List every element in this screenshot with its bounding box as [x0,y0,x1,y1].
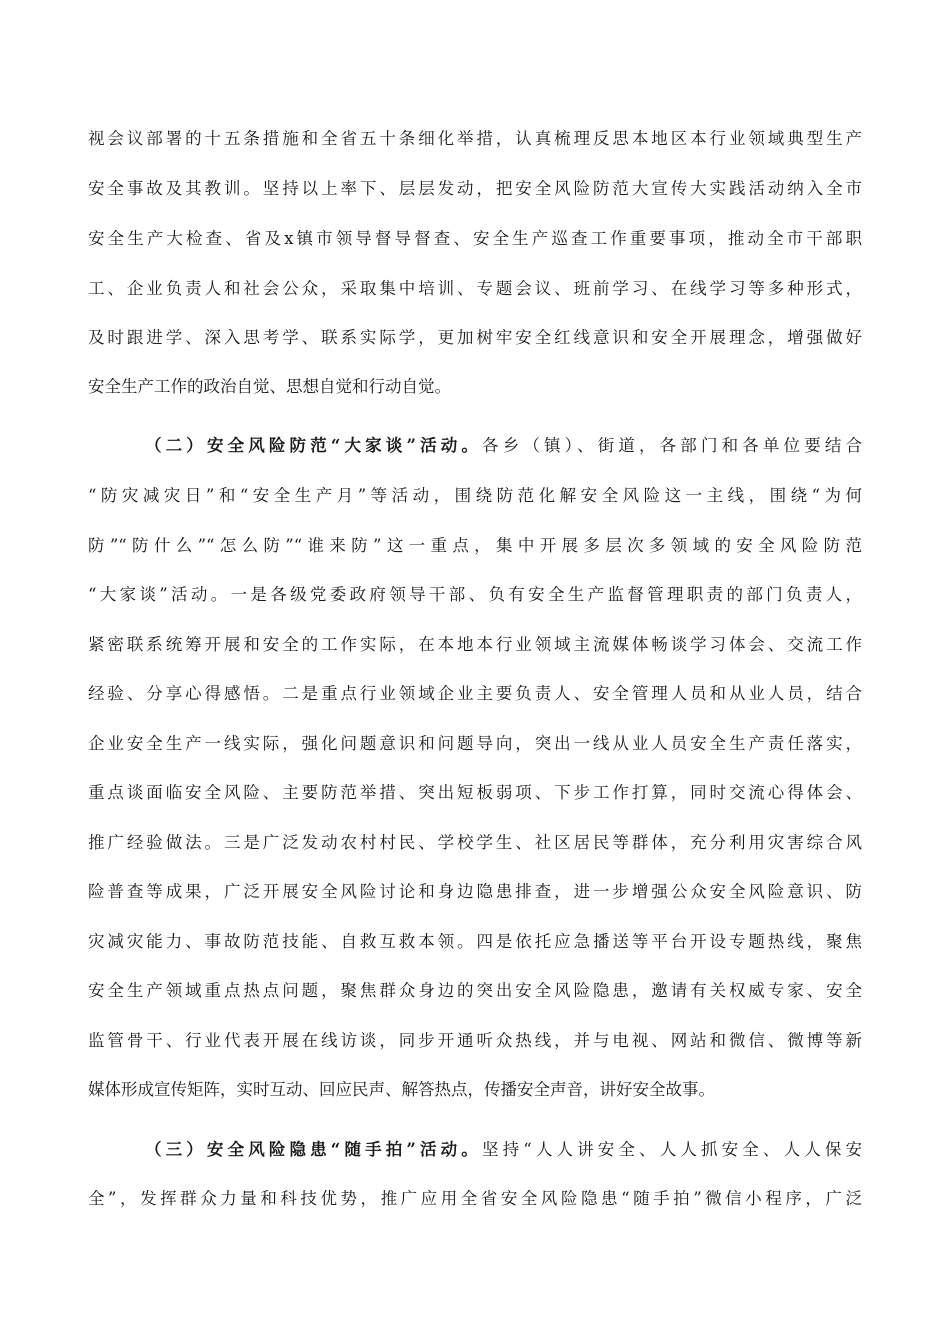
paragraph2-heading: （二）安全风险防范“大家谈”活动。 [145,436,483,455]
paragraph2-first-line [145,433,862,459]
paragraph2-line-5: 紧密联系统筹开展和安全的工作实际，在本地本行业领域主流媒体畅谈学习体会、交流工作 [88,635,862,654]
paragraph2-line-8: 重点谈面临安全风险、主要防范举措、突出短板弱项、下步工作打算，同时交流心得体会、 [88,783,862,802]
paragraph3-first-line [145,1137,862,1163]
paragraph1-line-6: 安全生产工作的政治自觉、思想自觉和行动自觉。 [88,377,451,396]
paragraph1-line-5: 及时跟进学、深入思考学、联系实际学，更加树牢安全红线意识和安全开展理念，增强做好 [88,328,862,347]
paragraph3-first-line-text: 坚持“人人讲安全、人人抓安全、人人保安 [481,1140,863,1159]
paragraph1-line-2: 安全事故及其教训。坚持以上率下、层层发动，把安全风险防范大宣传大实践活动纳入全市 [88,179,862,198]
paragraph2-first-line-text: 各乡（镇）、街道，各部门和各单位要结合 [482,436,863,455]
paragraph1-line-4: 工、企业负责人和社会公众，采取集中培训、专题会议、班前学习、在线学习等多种形式， [88,279,862,298]
paragraph2-line-14: 媒体形成宣传矩阵，实时互动、回应民声、解答热点，传播安全声音，讲好安全故事。 [88,1080,715,1099]
paragraph1-line-3: 安全生产大检查、省及x镇市领导督导督查、安全生产巡查工作重要事项，推动全市干部职 [88,229,862,248]
paragraph2-line-11: 灾减灾能力、事故防范技能、自救互救本领。四是依托应急播送等平台开设专题热线，聚焦 [88,932,862,951]
paragraph2-line-6: 经验、分享心得感悟。二是重点行业领域企业主要负责人、安全管理人员和从业人员，结合 [88,684,862,703]
paragraph2-line-2: “防灾减灾日”和“安全生产月”等活动，围绕防范化解安全风险这一主线，围绕“为何 [88,486,862,505]
paragraph2-line-12: 安全生产领域重点热点问题，聚焦群众身边的突出安全风险隐患，邀请有关权威专家、安全 [88,981,862,1000]
paragraph2-line-7: 企业安全生产一线实际，强化问题意识和问题导向，突出一线从业人员安全生产责任落实， [88,734,862,753]
paragraph2-line-9: 推广经验做法。三是广泛发动农村村民、学校学生、社区居民等群体，充分利用灾害综合风 [88,833,862,852]
paragraph2-line-10: 险普查等成果，广泛开展安全风险讨论和身边隐患排查，进一步增强公众安全风险意识、防 [88,882,862,901]
paragraph2-line-3: 防”“防什么”“怎么防”“谁来防”这一重点，集中开展多层次多领域的安全风险防范 [88,536,862,555]
paragraph3-line-2: 全”，发挥群众力量和科技优势，推广应用全省安全风险隐患“随手拍”微信小程序，广泛 [88,1189,862,1208]
paragraph1-line-1: 视会议部署的十五条措施和全省五十条细化举措，认真梳理反思本地区本行业领域典型生产 [88,129,862,148]
paragraph2-line-4: “大家谈”活动。一是各级党委政府领导干部、负有安全生产监督管理职责的部门负责人， [88,585,862,604]
paragraph3-heading: （三）安全风险隐患“随手拍”活动。 [145,1140,482,1159]
paragraph2-line-13: 监管骨干、行业代表开展在线访谈，同步开通听众热线，并与电视、网站和微信、微博等新 [88,1031,862,1050]
